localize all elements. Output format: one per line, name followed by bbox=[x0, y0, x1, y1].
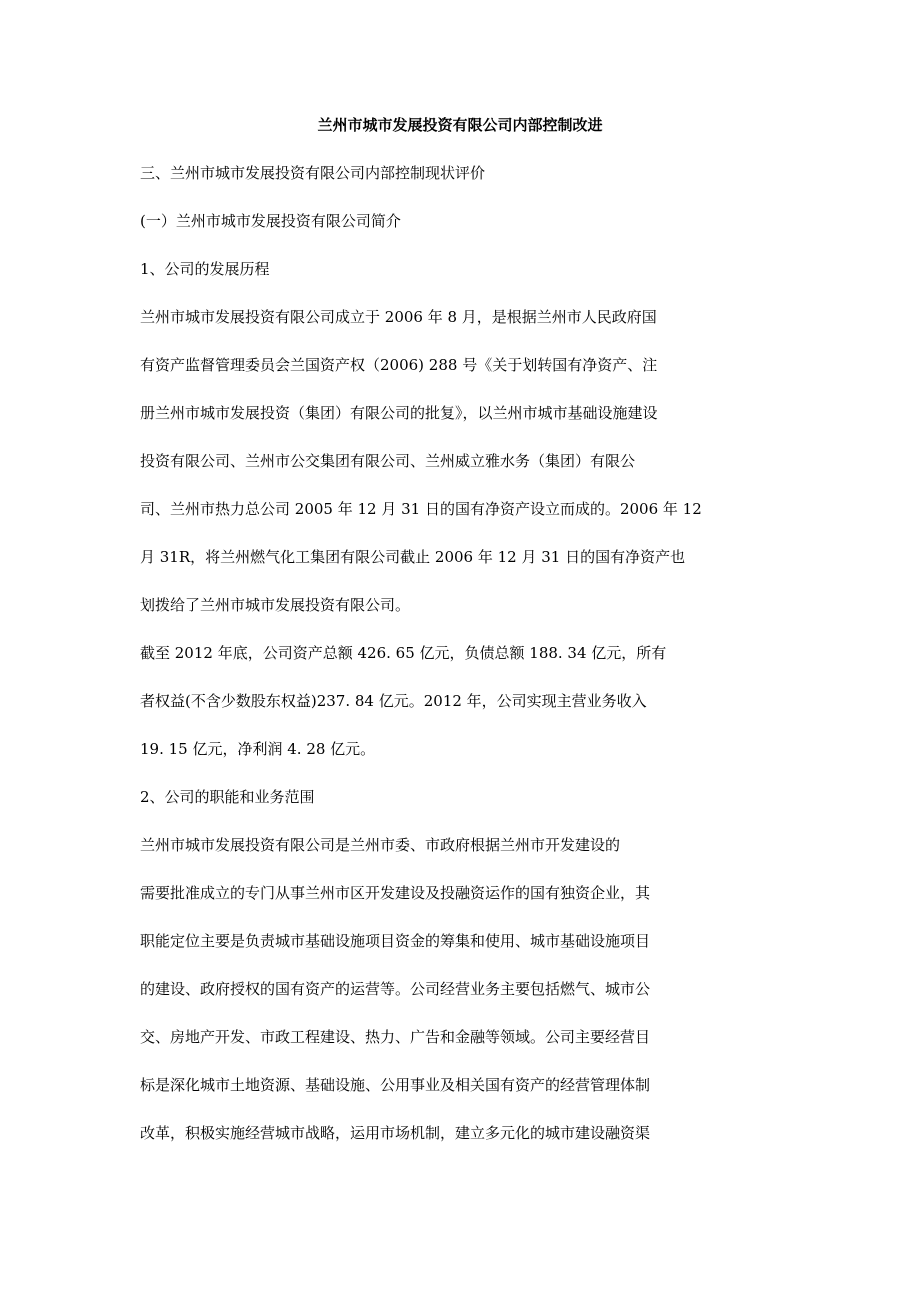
paragraph-line: 职能定位主要是负责城市基础设施项目资金的筹集和使用、城市基础设施项目 bbox=[140, 932, 651, 950]
item-heading: 1、公司的发展历程 bbox=[140, 260, 270, 278]
paragraph-line: 册兰州市城市发展投资（集团）有限公司的批复》，以兰州市城市基础设施建设 bbox=[140, 404, 658, 422]
paragraph-line: 司、兰州市热力总公司 2005 年 12 月 31 日的国有净资产设立而成的。2006 年 12 bbox=[140, 500, 702, 518]
paragraph-line: 改革，积极实施经营城市战略，运用市场机制，建立多元化的城市建设融资渠 bbox=[140, 1124, 651, 1142]
paragraph-line: 划拨给了兰州市城市发展投资有限公司。 bbox=[140, 596, 411, 614]
paragraph-line: 投资有限公司、兰州市公交集团有限公司、兰州威立雅水务（集团）有限公 bbox=[140, 452, 636, 470]
paragraph-line: 者权益(不含少数股东权益)237. 84 亿元。2012 年，公司实现主营业务收入 bbox=[140, 692, 647, 710]
paragraph-line: 的建设、政府授权的国有资产的运营等。公司经营业务主要包括燃气、城市公 bbox=[140, 980, 651, 998]
paragraph-line: 有资产监督管理委员会兰国资产权（2006) 288 号《关于划转国有净资产、注 bbox=[140, 356, 658, 374]
paragraph-line: 标是深化城市土地资源、基础设施、公用事业及相关国有资产的经营管理体制 bbox=[140, 1076, 651, 1094]
item-heading: 2、公司的职能和业务范围 bbox=[140, 788, 315, 806]
paragraph-line: 需要批准成立的专门从事兰州市区开发建设及投融资运作的国有独资企业，其 bbox=[140, 884, 651, 902]
paragraph-line: 19. 15 亿元，净利润 4. 28 亿元。 bbox=[140, 740, 376, 758]
section-heading: 三、兰州市城市发展投资有限公司内部控制现状评价 bbox=[140, 164, 486, 182]
paragraph-line: 兰州市城市发展投资有限公司成立于 2006 年 8 月，是根据兰州市人民政府国 bbox=[140, 308, 657, 326]
paragraph-line: 月 31R，将兰州燃气化工集团有限公司截止 2006 年 12 月 31 日的国有净资产也 bbox=[140, 548, 686, 566]
document-title: 兰州市城市发展投资有限公司内部控制改进 bbox=[317, 116, 603, 134]
subsection-heading: (一）兰州市城市发展投资有限公司简介 bbox=[140, 212, 401, 230]
paragraph-line: 截至 2012 年底，公司资产总额 426. 65 亿元，负债总额 188. 34 亿元，所有 bbox=[140, 644, 667, 662]
paragraph-line: 兰州市城市发展投资有限公司是兰州市委、市政府根据兰州市开发建设的 bbox=[140, 836, 621, 854]
paragraph-line: 交、房地产开发、市政工程建设、热力、广告和金融等领域。公司主要经营目 bbox=[140, 1028, 651, 1046]
